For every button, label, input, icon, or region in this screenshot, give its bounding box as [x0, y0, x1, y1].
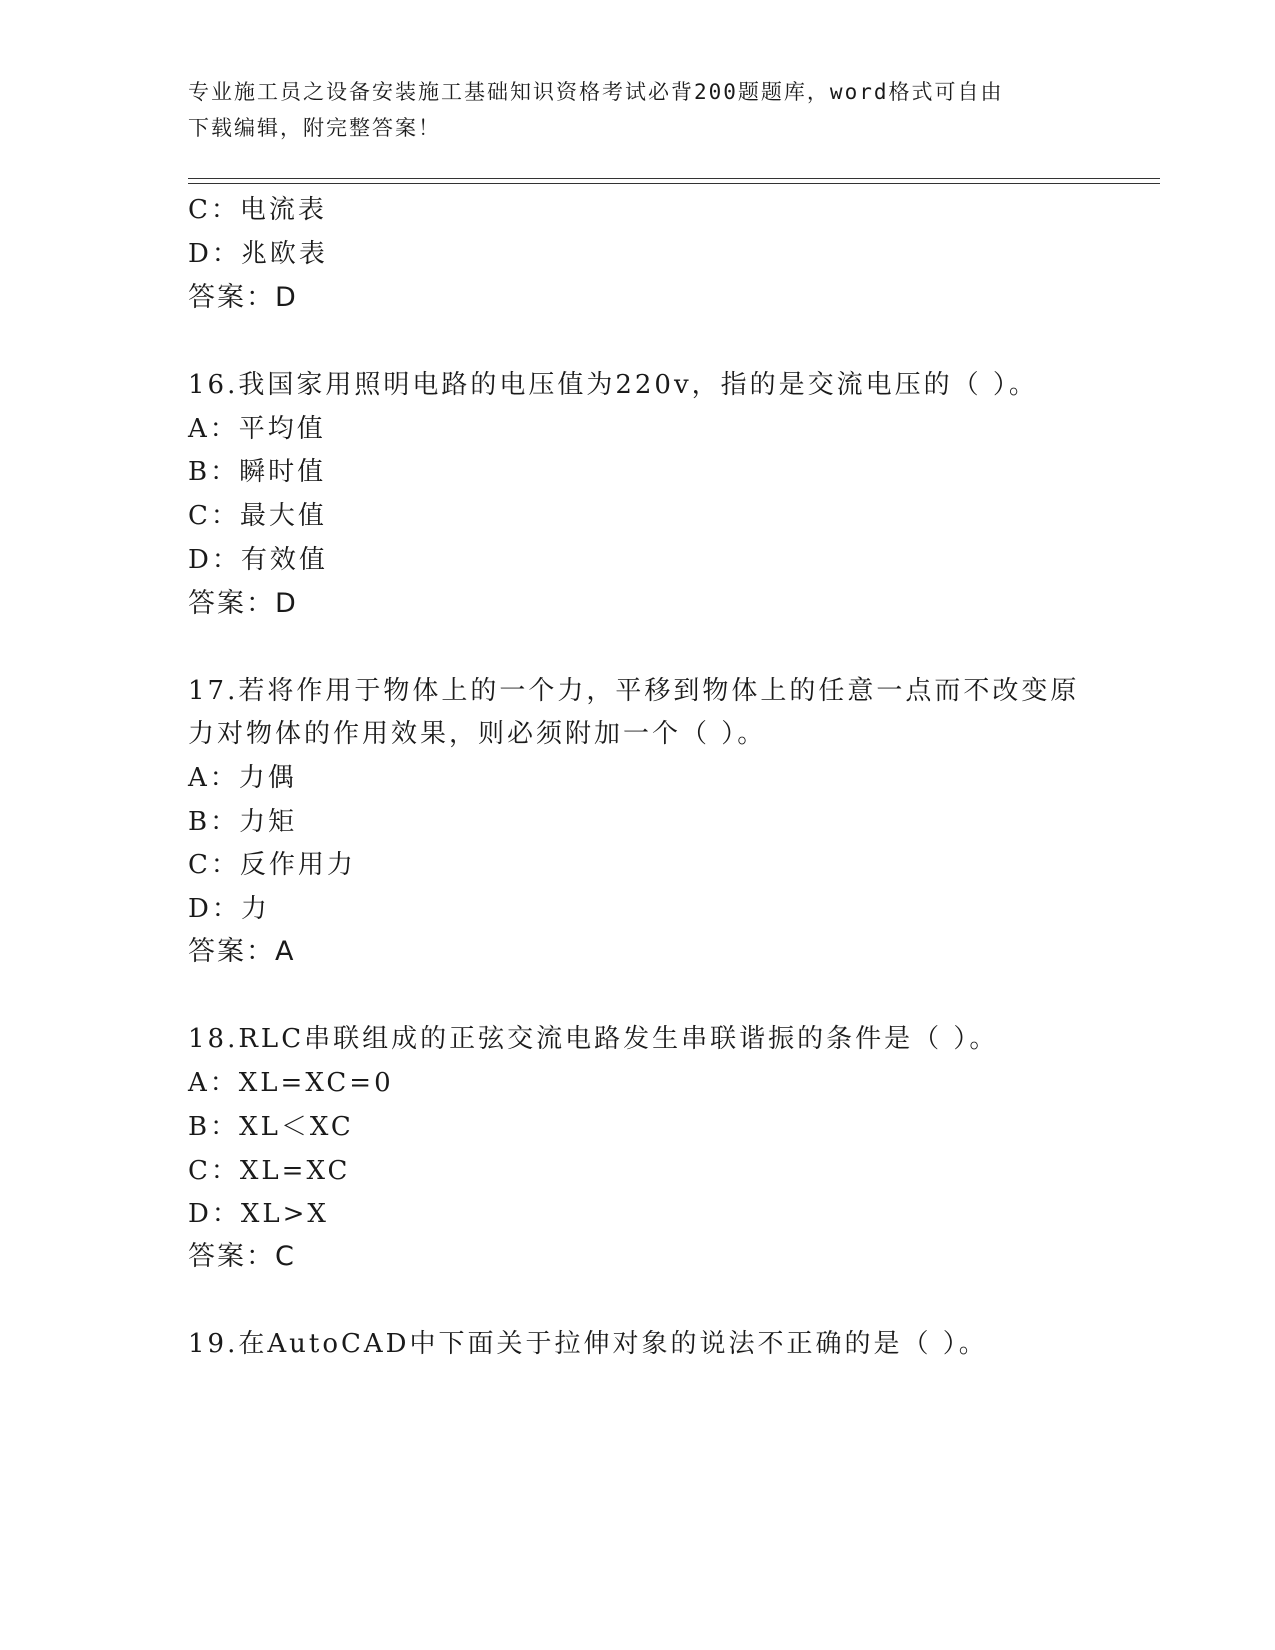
q16-stem: 16.我国家用照明电路的电压值为220v，指的是交流电压的（ ）。 — [188, 370, 1038, 400]
q16-option-c: C：最大值 — [188, 501, 327, 531]
q17-option-b: B：力矩 — [188, 807, 298, 837]
q16-option-b: B：瞬时值 — [188, 457, 327, 487]
header-line-1: 专业施工员之设备安装施工基础知识资格考试必背200题题库，word格式可自由 — [188, 80, 1004, 104]
header-divider-bottom — [188, 183, 1160, 184]
q16-option-d: D：有效值 — [188, 545, 328, 575]
q17-stem-line-2: 力对物体的作用效果，则必须附加一个（ ）。 — [188, 719, 767, 749]
q18-option-b: B：XL＜XC — [188, 1112, 354, 1142]
header-divider-top — [188, 178, 1160, 179]
q19-stem: 19.在AutoCAD中下面关于拉伸对象的说法不正确的是（ ）。 — [188, 1329, 988, 1359]
q18-option-d: D：XL>X — [188, 1199, 329, 1229]
q17-stem-line-1: 17.若将作用于物体上的一个力，平移到物体上的任意一点而不改变原 — [188, 676, 1080, 706]
q17-option-c: C：反作用力 — [188, 850, 356, 880]
header-line-2: 下载编辑，附完整答案！ — [188, 116, 441, 140]
q18-option-c: C：XL=XC — [188, 1156, 351, 1186]
document-header — [188, 74, 1088, 146]
q17-option-a: A：力偶 — [188, 763, 297, 793]
q15-answer: 答案：D — [188, 282, 298, 313]
q16-option-a: A：平均值 — [188, 414, 326, 444]
q17-answer: 答案：A — [188, 936, 296, 967]
q18-answer: 答案：C — [188, 1241, 296, 1272]
q15-option-d: D：兆欧表 — [188, 239, 328, 269]
q18-stem: 18.RLC串联组成的正弦交流电路发生串联谐振的条件是（ ）。 — [188, 1024, 999, 1054]
q18-option-a: A：XL=XC=0 — [188, 1068, 394, 1098]
q15-option-c: C：电流表 — [188, 195, 327, 225]
q16-answer: 答案：D — [188, 588, 298, 619]
q17-option-d: D：力 — [188, 894, 270, 924]
